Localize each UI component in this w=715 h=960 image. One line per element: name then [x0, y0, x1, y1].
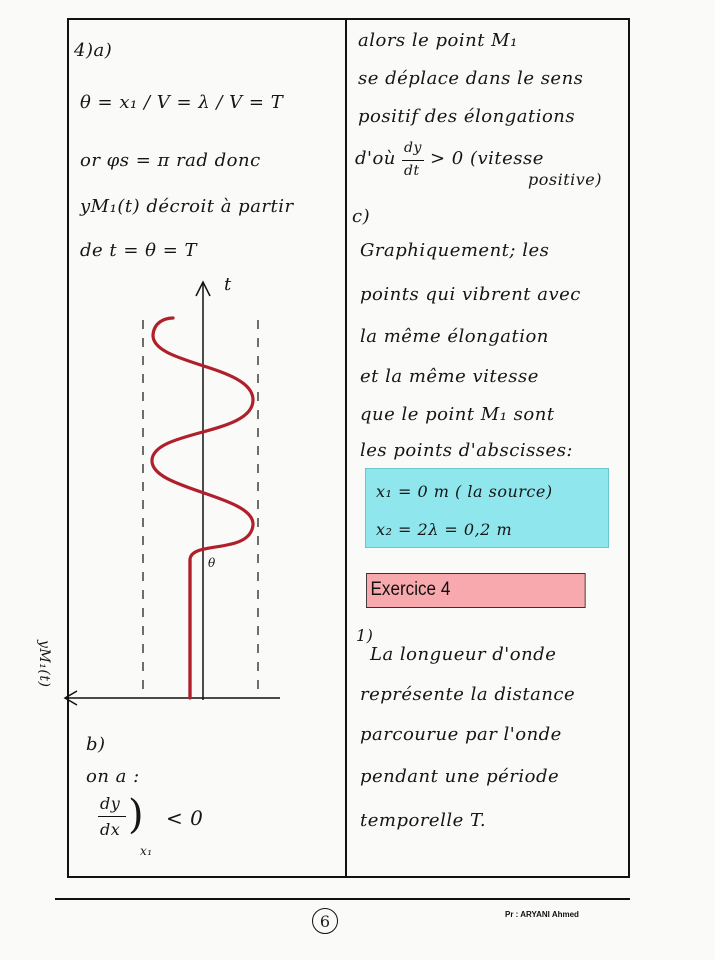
- c-line-6: les points d'abscisses:: [360, 440, 573, 461]
- c-line-1: Graphiquement; les: [360, 240, 550, 261]
- author-credit: Pr : ARYANI Ahmed: [505, 910, 579, 919]
- c-line-5: que le point M₁ sont: [360, 404, 555, 425]
- answer-x1: x₁ = 0 m ( la source): [376, 482, 553, 501]
- derivative-paren: ): [128, 792, 145, 838]
- right-line-4b: > 0 (vitesse: [430, 148, 544, 169]
- right-line-2: se déplace dans le sens: [358, 68, 584, 89]
- elongation-graph: [55, 270, 345, 710]
- dydt-bar: [402, 160, 424, 161]
- right-line-3: positif des élongations: [358, 106, 576, 127]
- phase-line: or φs = π rad donc: [80, 150, 261, 171]
- graph-ylabel: yM₁(t): [36, 640, 52, 688]
- right-line-5: positive): [528, 170, 602, 189]
- y-decreases-line: yM₁(t) décroit à partir: [80, 196, 294, 217]
- theta-mark: θ: [208, 556, 216, 570]
- on-a-label: on a :: [86, 766, 140, 787]
- answer-x2: x₂ = 2λ = 0,2 m: [376, 520, 513, 539]
- c-line-2: points qui vibrent avec: [360, 284, 581, 305]
- column-divider: [345, 18, 347, 878]
- derivative-subscript: x₁: [140, 844, 153, 858]
- right-line-4a: d'où: [355, 148, 396, 169]
- q1-line-1: La longueur d'onde: [370, 644, 557, 665]
- c-line-3: la même élongation: [360, 326, 549, 347]
- q1-line-3: parcourue par l'onde: [360, 724, 562, 745]
- question-1-label: 1): [356, 626, 374, 645]
- question-c-label: c): [352, 206, 371, 227]
- derivative-denominator: dx: [100, 820, 121, 839]
- derivative-rhs: < 0: [166, 806, 204, 830]
- derivative-bar: [98, 816, 126, 817]
- dydt-numerator: dy: [404, 140, 422, 156]
- exercise-title-box: Exercice 4: [366, 573, 586, 608]
- theta-equation: θ = x₁ / V = λ / V = T: [80, 92, 284, 113]
- footer-rule: [55, 898, 630, 900]
- q1-line-4: pendant une période: [360, 766, 560, 787]
- derivative-numerator: dy: [100, 794, 121, 813]
- right-line-1: alors le point M₁: [358, 30, 518, 51]
- question-b-label: b): [86, 734, 106, 755]
- t-axis-label: t: [224, 274, 232, 295]
- question-4a-label: 4)a): [74, 40, 113, 61]
- q1-line-2: représente la distance: [360, 684, 576, 705]
- c-line-4: et la même vitesse: [360, 366, 539, 387]
- y-start-time-line: de t = θ = T: [80, 240, 198, 261]
- page-number: 6: [312, 908, 338, 934]
- dydt-denominator: dt: [404, 163, 420, 179]
- q1-line-5: temporelle T.: [360, 810, 487, 831]
